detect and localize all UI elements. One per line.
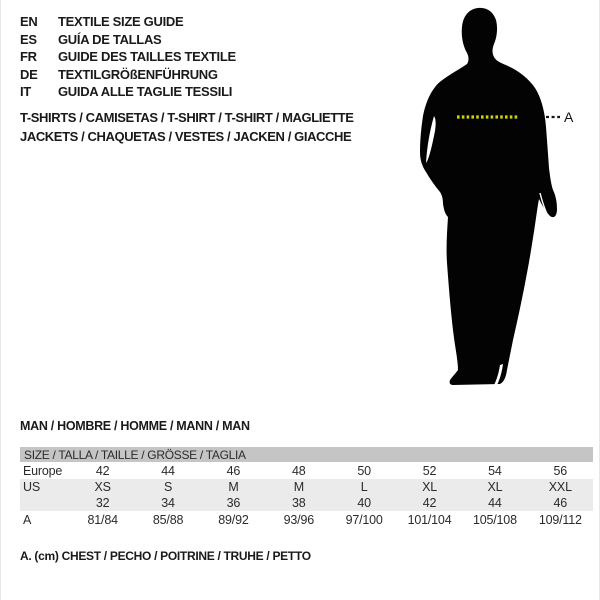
row-label: Europe bbox=[23, 463, 63, 478]
language-title: TEXTILGRÖßENFÜHRUNG bbox=[58, 66, 218, 82]
size-cell: 48 bbox=[292, 463, 306, 478]
size-cell: 36 bbox=[226, 496, 241, 510]
size-cell: 101/104 bbox=[407, 513, 452, 527]
size-table-header: SIZE / TALLA / TAILLE / GRÖSSE / TAGLIA bbox=[20, 447, 593, 462]
language-code: ES bbox=[20, 31, 37, 47]
language-row-it bbox=[20, 83, 236, 101]
size-cell: 46 bbox=[226, 463, 241, 478]
size-cell: 85/88 bbox=[152, 513, 184, 527]
size-cell: 89/92 bbox=[218, 513, 249, 527]
table-row-europe bbox=[20, 462, 593, 479]
size-cell: 42 bbox=[422, 496, 437, 510]
size-cell: S bbox=[163, 480, 173, 494]
size-cell: M bbox=[293, 480, 304, 494]
garment-categories bbox=[20, 109, 354, 146]
size-cell: 46 bbox=[553, 496, 568, 510]
language-row-es bbox=[20, 31, 236, 49]
category-tshirts: T-SHIRTS / CAMISETAS / T-SHIRT / T-SHIRT / MAGLIETTE bbox=[20, 110, 354, 125]
size-cell: 44 bbox=[161, 463, 175, 478]
section-title-man: MAN / HOMBRE / HOMME / MANN / MAN bbox=[20, 419, 250, 433]
size-cell: 40 bbox=[357, 496, 371, 510]
size-cell: XL bbox=[487, 480, 503, 494]
measurement-footnote: A. (cm) CHEST / PECHO / POITRINE / TRUHE / PETTO bbox=[20, 549, 311, 563]
language-code: IT bbox=[20, 84, 31, 100]
language-code: DE bbox=[20, 66, 38, 82]
row-label: US bbox=[23, 480, 40, 494]
figure-svg bbox=[405, 0, 600, 400]
man-silhouette-figure bbox=[405, 0, 600, 400]
table-row-us-numeric bbox=[20, 495, 593, 511]
size-cell: 56 bbox=[553, 463, 568, 478]
language-title: TEXTILE SIZE GUIDE bbox=[58, 14, 184, 30]
language-row-de bbox=[20, 66, 236, 84]
size-cell: 32 bbox=[95, 496, 110, 510]
man-silhouette bbox=[420, 8, 557, 385]
size-cell: 97/100 bbox=[345, 513, 383, 527]
language-title: GUIDE DES TAILLES TEXTILE bbox=[58, 49, 236, 65]
size-cell: 109/112 bbox=[538, 513, 582, 527]
size-cell: M bbox=[228, 480, 239, 494]
size-cell: 34 bbox=[161, 496, 175, 510]
size-cell: XS bbox=[94, 480, 111, 494]
language-code: FR bbox=[20, 49, 37, 65]
size-cell: L bbox=[360, 480, 368, 494]
row-label: A bbox=[23, 513, 32, 527]
size-cell: 93/96 bbox=[283, 513, 314, 527]
category-jackets: JACKETS / CHAQUETAS / VESTES / JACKEN / GIACCHE bbox=[20, 128, 352, 144]
language-row-fr bbox=[20, 48, 236, 66]
table-row-chest-a bbox=[20, 511, 593, 529]
measure-label-a: A bbox=[564, 109, 574, 125]
language-code: EN bbox=[20, 14, 38, 30]
table-row-us bbox=[20, 479, 593, 495]
language-row-en bbox=[20, 13, 236, 31]
size-cell: XL bbox=[422, 480, 437, 494]
size-cell: 54 bbox=[488, 463, 502, 478]
size-cell: 38 bbox=[292, 496, 306, 510]
size-cell: 105/108 bbox=[473, 513, 517, 527]
size-cell: 52 bbox=[422, 463, 437, 478]
size-cell: XXL bbox=[548, 480, 572, 494]
size-cell: 50 bbox=[357, 463, 371, 478]
size-cell: 44 bbox=[488, 496, 502, 510]
language-title: GUÍA DE TALLAS bbox=[58, 31, 162, 47]
language-title: GUIDA ALLE TAGLIE TESSILI bbox=[58, 84, 233, 100]
size-table bbox=[20, 447, 593, 529]
left-edge-border bbox=[0, 0, 1, 600]
size-cell: 81/84 bbox=[87, 513, 118, 527]
language-list bbox=[20, 13, 236, 101]
size-cell: 42 bbox=[95, 463, 110, 478]
